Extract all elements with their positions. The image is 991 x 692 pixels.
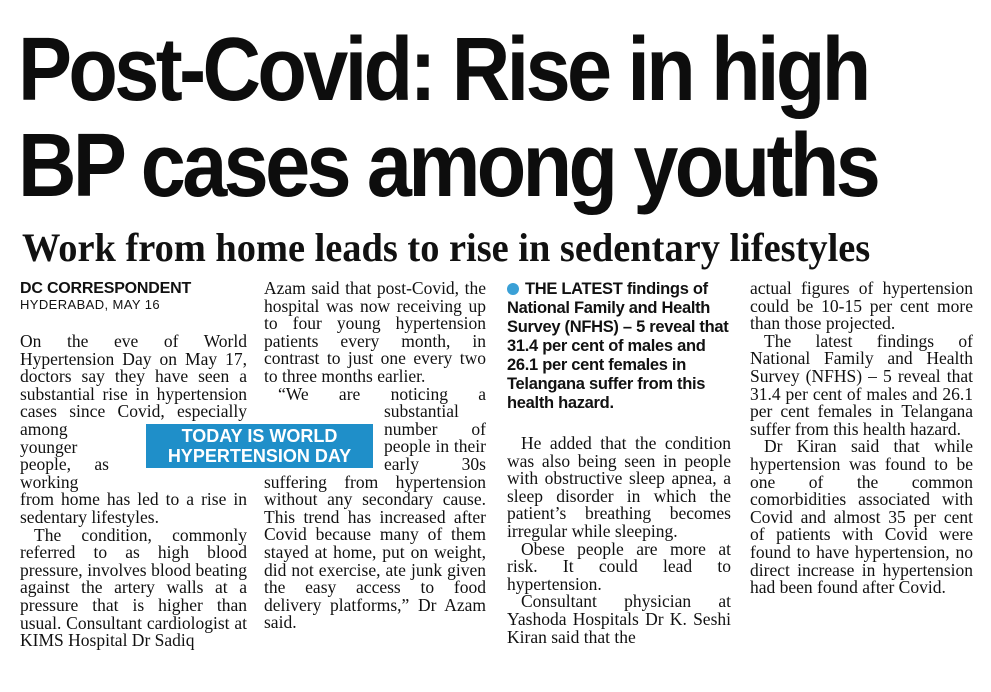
paragraph: actual figures of hypertension could be 10-15 per cent more than those projected.: [750, 280, 973, 334]
headline-line-2: BP cases among youths: [18, 116, 878, 216]
paragraph: Azam said that post-Covid, the hospital was now receiving up to four young hypertension patients every month, in contrast to just one every two to three months earlier.: [264, 280, 486, 386]
paragraph: The latest findings of National Family and Health Survey (NFHS) – 5 reveal that 31.4 per cent of males and 26.1 per cent females in Telangana suffer from this health hazard.: [750, 330, 973, 439]
byline-author: DC CORRESPONDENT: [20, 280, 192, 297]
article-column-3: [507, 280, 731, 685]
subheadline: Work from home leads to rise in sedentary lifestyles: [22, 225, 871, 270]
paragraph: The condition, commonly referred to as high blood pressure, involves blood beating against the artery walls at a pressure that is higher than usual. Consultant cardiologist at KIMS Hospital Dr Sadiq: [20, 524, 247, 651]
article-column-2: [264, 280, 486, 685]
highlight-box-line-2: HYPERTENSION DAY: [167, 446, 352, 466]
pull-quote: [507, 280, 731, 413]
paragraph: Dr Kiran said that while hypertension was found to be one of the common comorbidities associated with Covid and almost 35 per cent of patients with Covid were found to have hypertension, no direct increase in hypertension had been found after Covid.: [750, 436, 973, 598]
headline-line-1: Post-Covid: Rise in high: [18, 20, 868, 120]
article-column-1: [20, 280, 247, 685]
world-hypertension-day-box: [146, 424, 373, 468]
byline-dateline: HYDERABAD, MAY 16: [20, 297, 160, 312]
paragraph: He added that the condition was also being seen in people with obstructive sleep apnea, a sleep disorder in which the patient’s breathing becomes irregular while sleeping.: [507, 433, 731, 541]
highlight-box-line-1: TODAY IS WORLD: [181, 426, 338, 446]
pull-quote-text: findings of National Family and Health Survey (NFHS) – 5 reveal that 31.4 per cent of males and 26.1 per cent females in Telangana suffer from this health hazard.: [507, 280, 729, 412]
paragraph: On the eve of World Hypertension Day on May 17, doctors say they have seen a substantial rise in hypertension cases since Covid, especially among younger people, as working from home has led to a rise in sedentary lifestyles.: [20, 331, 247, 527]
paragraph: “We are noticing a substantial number of people in their early 30s suffering from hypertension without any secondary cause. This trend has increased after Covid because many of them stayed at home, put on weight, did not exercise, ate junk given the easy access to food delivery platforms,” Dr Azam said.: [264, 383, 486, 633]
headline: [18, 22, 882, 214]
article-column-4: [750, 280, 973, 685]
paragraph: Obese people are more at risk. It could lead to hypertension.: [507, 538, 731, 594]
bullet-icon: [507, 283, 519, 295]
paragraph: Consultant physician at Yashoda Hospitals Dr K. Seshi Kiran said that the: [507, 591, 731, 647]
pull-quote-lead: THE LATEST: [525, 280, 623, 298]
